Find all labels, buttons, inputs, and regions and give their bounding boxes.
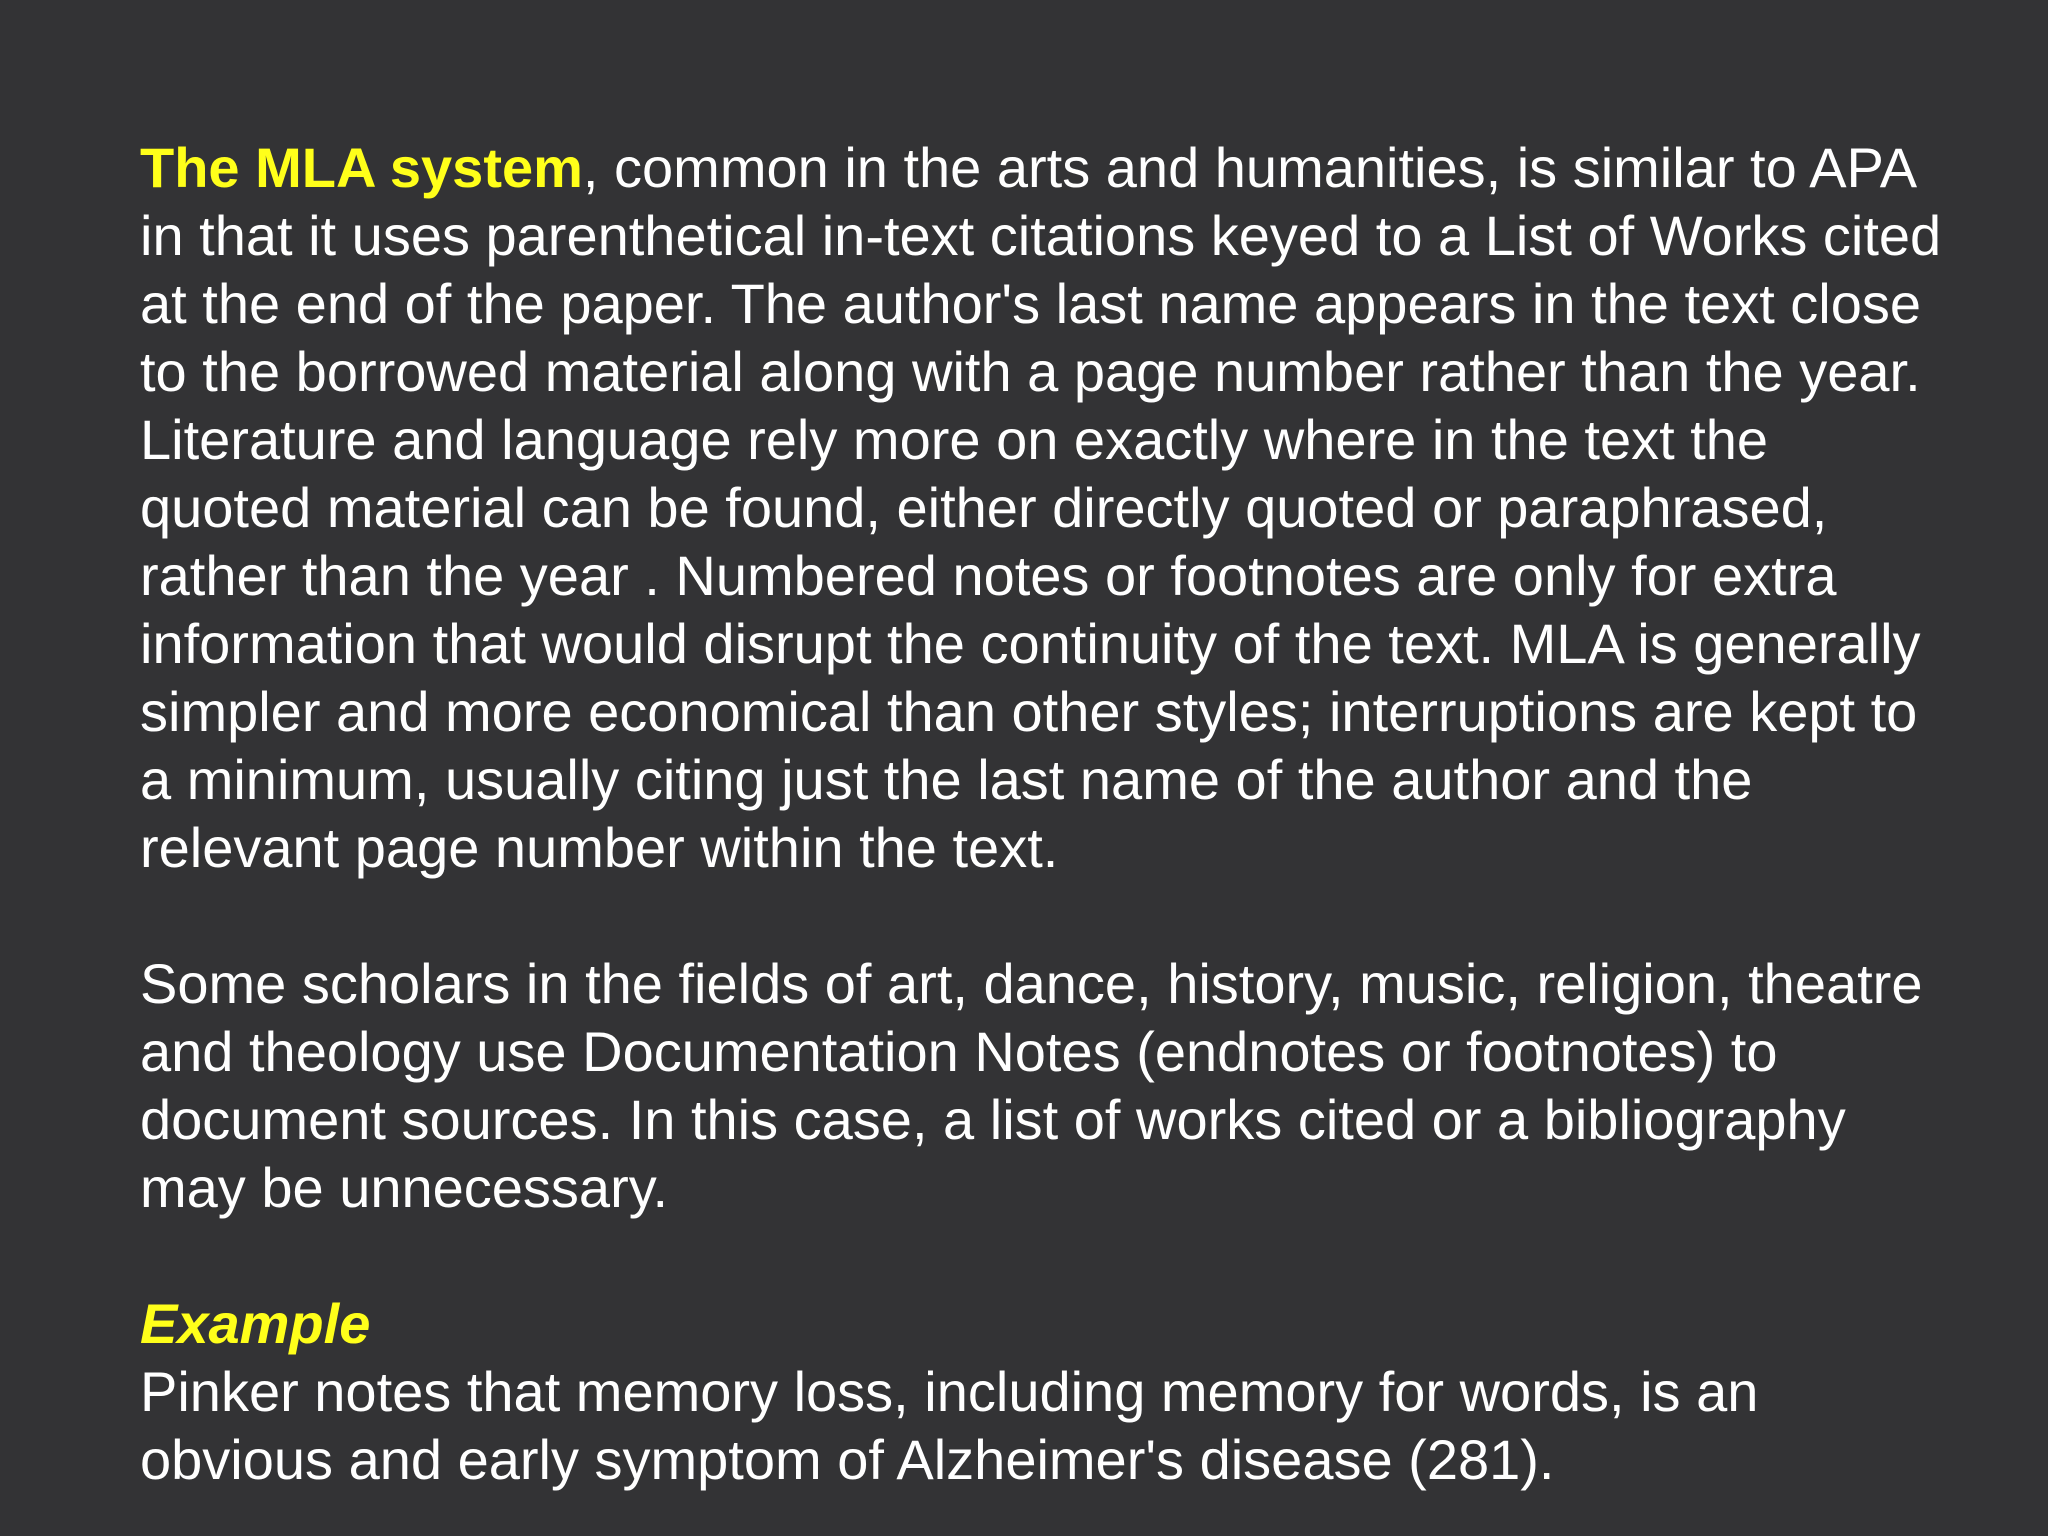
- documentation-notes-paragraph: [140, 950, 1980, 1222]
- mla-paragraph-line: quoted material can be found, either directly quoted or paraphrased,: [140, 476, 1828, 539]
- mla-paragraph: [140, 134, 1980, 882]
- mla-paragraph-line: simpler and more economical than other styles; interruptions are kept to: [140, 680, 1918, 743]
- documentation-notes-line: Some scholars in the fields of art, dance, history, music, religion, theatre: [140, 952, 1923, 1015]
- example-line: Pinker notes that memory loss, including memory for words, is an: [140, 1360, 1759, 1423]
- mla-paragraph-line: relevant page number within the text.: [140, 816, 1059, 879]
- mla-paragraph-line: at the end of the paper. The author's last name appears in the text close: [140, 272, 1922, 335]
- mla-paragraph-line: Literature and language rely more on exactly where in the text the: [140, 408, 1769, 471]
- slide-content: [140, 134, 1980, 1494]
- mla-paragraph-line: in that it uses parenthetical in-text citations keyed to a List of Works cited: [140, 204, 1942, 267]
- example-heading: Example: [140, 1292, 371, 1355]
- mla-paragraph-line: [140, 134, 1980, 202]
- paragraph-spacer: [140, 1222, 1980, 1290]
- mla-paragraph-line: a minimum, usually citing just the last name of the author and the: [140, 748, 1753, 811]
- documentation-notes-line: and theology use Documentation Notes (endnotes or footnotes) to: [140, 1020, 1778, 1083]
- documentation-notes-line: document sources. In this case, a list of works cited or a bibliography: [140, 1088, 1846, 1151]
- mla-paragraph-line: rather than the year . Numbered notes or footnotes are only for extra: [140, 544, 1837, 607]
- mla-paragraph-lead: , common in the arts and humanities, is similar to APA: [582, 136, 1918, 199]
- example-section: [140, 1290, 1980, 1494]
- mla-system-highlight: The MLA system: [140, 136, 583, 199]
- mla-paragraph-line: to the borrowed material along with a page number rather than the year.: [140, 340, 1921, 403]
- documentation-notes-line: may be unnecessary.: [140, 1156, 669, 1219]
- mla-paragraph-line: information that would disrupt the continuity of the text. MLA is generally: [140, 612, 1921, 675]
- example-line: obvious and early symptom of Alzheimer's disease (281).: [140, 1428, 1555, 1491]
- paragraph-spacer: [140, 882, 1980, 950]
